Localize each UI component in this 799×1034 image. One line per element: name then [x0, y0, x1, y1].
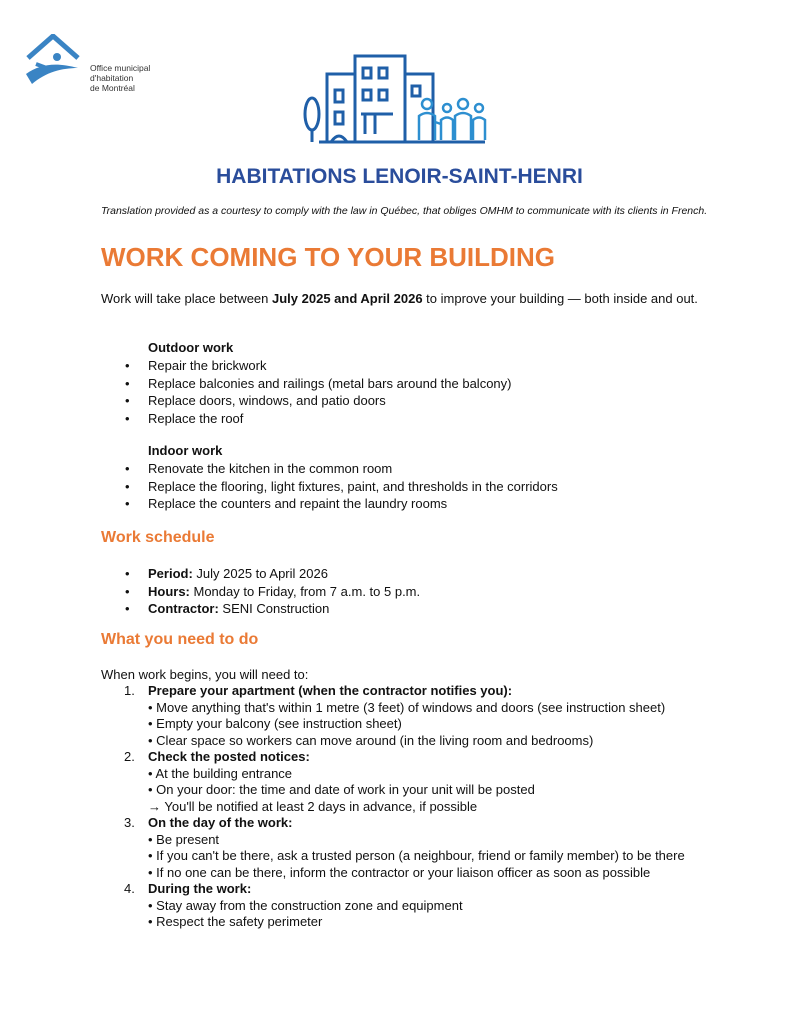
- step-prepare-apartment: [101, 683, 721, 749]
- step-check-notices: [101, 749, 721, 815]
- logo-line-3: de Montréal: [90, 83, 135, 93]
- schedule-period: [101, 565, 721, 583]
- step-number: 1.: [124, 683, 135, 698]
- step-title: On the day of the work:: [148, 815, 293, 830]
- schedule-hours: [101, 583, 721, 601]
- buildings-and-people-illustration: [299, 52, 489, 146]
- schedule-contractor: [101, 600, 721, 618]
- intro-dates: July 2025 and April 2026: [272, 291, 423, 306]
- list-item: • Replace the roof: [101, 410, 721, 428]
- step-line: • Move anything that's within 1 metre (3 feet) of windows and doors (see instruction sheet): [148, 699, 666, 715]
- step-line: • Respect the safety perimeter: [148, 914, 323, 929]
- page-title: HABITATIONS LENOIR-SAINT-HENRI: [216, 165, 583, 188]
- list-item: • Replace the counters and repaint the laundry rooms: [101, 495, 721, 513]
- intro-paragraph: [101, 290, 711, 307]
- schedule-label: Hours:: [148, 583, 190, 599]
- logo-line-1: Office municipal: [90, 63, 151, 73]
- omhm-logo-icon: [22, 34, 84, 96]
- step-line: → You'll be notified at least 2 days in advance, if possible: [148, 798, 478, 814]
- translation-courtesy-note: Translation provided as a courtesy to comply with the law in Québec, that obliges OMHM to communicate with its clients in French.: [101, 205, 708, 217]
- step-title: Prepare your apartment (when the contractor notifies you):: [148, 683, 513, 698]
- list-item: • Renovate the kitchen in the common room: [101, 460, 721, 478]
- schedule-label: Contractor:: [148, 601, 219, 616]
- main-heading: WORK COMING TO YOUR BUILDING: [101, 242, 556, 272]
- step-title: Check the posted notices:: [148, 749, 310, 764]
- schedule-value: July 2025 to April 2026: [192, 566, 328, 581]
- step-line: • On your door: the time and date of work in your unit will be posted: [148, 782, 535, 797]
- step-number: 3.: [124, 815, 135, 830]
- step-line: • At the building entrance: [148, 765, 293, 781]
- indoor-work-list: [101, 460, 721, 513]
- step-line: • If you can't be there, ask a trusted person (a neighbour, friend or family member) to be there: [148, 848, 685, 863]
- list-item: • Replace the flooring, light fixtures, paint, and thresholds in the corridors: [101, 478, 721, 496]
- list-item: • Replace balconies and railings (metal bars around the balcony): [101, 375, 721, 393]
- step-title: During the work:: [148, 881, 252, 896]
- schedule-value: Monday to Friday, from 7 a.m. to 5 p.m.: [189, 583, 421, 599]
- outdoor-work-title: Outdoor work: [148, 340, 234, 355]
- logo-line-2: d'habitation: [90, 73, 134, 83]
- step-line: • If no one can be there, inform the contractor or your liaison officer as soon as possible: [148, 864, 651, 880]
- step-during-work: [101, 881, 721, 931]
- omhm-logo: [22, 34, 172, 98]
- work-schedule-heading: Work schedule: [101, 529, 215, 546]
- work-schedule-list: [101, 565, 721, 618]
- step-day-of-work: [101, 815, 721, 881]
- what-to-do-intro: When work begins, you will need to:: [101, 667, 309, 682]
- logo-text: [90, 63, 150, 93]
- list-item: • Replace doors, windows, and patio doors: [101, 392, 721, 410]
- schedule-value: SENI Construction: [218, 601, 330, 616]
- step-line: • Stay away from the construction zone and equipment: [148, 897, 463, 913]
- intro-text-before: Work will take place between: [101, 291, 273, 306]
- schedule-label: Period:: [148, 566, 193, 581]
- list-item: • Repair the brickwork: [101, 357, 721, 375]
- intro-text-after: to improve your building — both inside and out.: [422, 291, 698, 306]
- step-line: • Be present: [148, 831, 220, 847]
- step-line: • Clear space so workers can move around (in the living room and bedrooms): [148, 732, 594, 748]
- outdoor-work-list: [101, 357, 721, 427]
- steps-list: [101, 683, 721, 931]
- what-to-do-heading: What you need to do: [101, 631, 259, 648]
- step-number: 2.: [124, 749, 135, 764]
- step-line: • Empty your balcony (see instruction sheet): [148, 716, 402, 731]
- indoor-work-title: Indoor work: [148, 443, 223, 458]
- step-number: 4.: [124, 881, 135, 896]
